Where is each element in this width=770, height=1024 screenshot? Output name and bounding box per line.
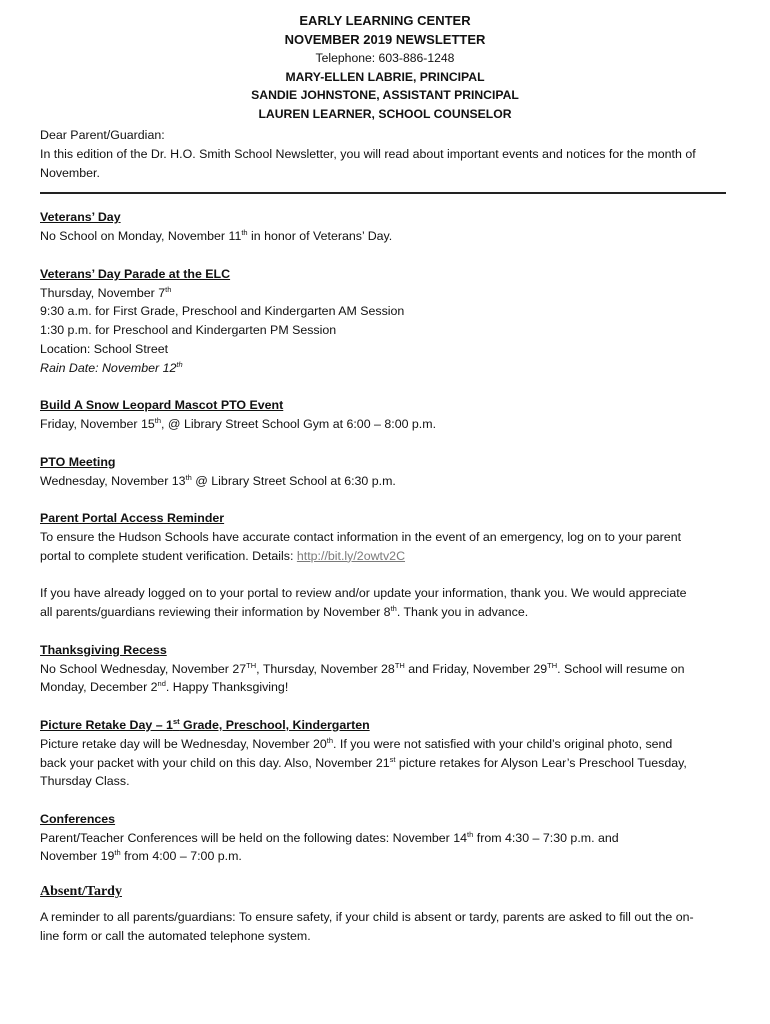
retake-section xyxy=(40,716,730,791)
section-heading: Picture Retake Day – 1st Grade, Preschool, Kindergarten xyxy=(40,716,370,732)
parade-location: Location: School Street xyxy=(40,341,169,356)
newsletter-header xyxy=(40,12,730,123)
newsletter-title: NOVEMBER 2019 NEWSLETTER xyxy=(284,31,486,47)
snow-leopard-text: Friday, November 15th, @ Library Street School Gym at 6:00 – 8:00 p.m. xyxy=(40,416,437,432)
intro-body-end: November. xyxy=(40,165,100,180)
absent-section xyxy=(40,882,730,946)
principal: MARY-ELLEN LABRIE, PRINCIPAL xyxy=(285,69,485,84)
retake-line-3: Thursday Class. xyxy=(40,774,130,789)
section-heading: Veterans’ Day Parade at the ELC xyxy=(40,266,231,281)
retake-line-2: back your packet with your child on this day. Also, November 21st picture retakes for Alyson Lear’s Preschool Tuesday, xyxy=(40,754,687,770)
section-heading: Thanksgiving Recess xyxy=(40,642,167,657)
portal-line-1: To ensure the Hudson Schools have accurate contact information in the event of an emergency, log on to your parent xyxy=(40,529,682,544)
absent-line-1: A reminder to all parents/guardians: To ensure safety, if your child is absent or tardy, parents are asked to fill out the on- xyxy=(40,910,694,925)
portal-details-link[interactable]: http://bit.ly/2owtv2C xyxy=(296,548,406,563)
parade-section xyxy=(40,265,730,378)
telephone: Telephone: 603-886-1248 xyxy=(315,51,455,65)
section-heading: PTO Meeting xyxy=(40,454,116,469)
thanksgiving-line-2: Monday, December 2nd. Happy Thanksgiving! xyxy=(40,679,289,695)
section-heading: Absent/Tardy xyxy=(40,884,122,900)
thanksgiving-line-1: No School Wednesday, November 27TH, Thursday, November 28TH and Friday, November 29TH. School will resume on xyxy=(40,660,685,676)
veterans-day-text: No School on Monday, November 11th in honor of Veterans’ Day. xyxy=(40,228,393,244)
assistant-principal: SANDIE JOHNSTONE, ASSISTANT PRINCIPAL xyxy=(251,88,519,102)
intro-section xyxy=(40,126,730,182)
portal-para2-line-1: If you have already logged on to your portal to review and/or update your information, thank you. We would appreciate xyxy=(40,586,687,601)
portal-section xyxy=(40,509,730,622)
parade-date: Thursday, November 7th xyxy=(40,284,172,300)
parade-rain-date: Rain Date: November 12th xyxy=(40,359,183,375)
section-divider xyxy=(40,192,726,194)
portal-para2-line-2: all parents/guardians reviewing their information by November 8th. Thank you in advance. xyxy=(40,604,529,620)
portal-line-2: portal to complete student verification. Details: http://bit.ly/2owtv2C xyxy=(40,548,406,563)
retake-line-1: Picture retake day will be Wednesday, November 20th. If you were not satisfied with your child’s original photo, send xyxy=(40,735,673,751)
conferences-line-1: Parent/Teacher Conferences will be held on the following dates: November 14th from 4:30 – 7:30 p.m. and xyxy=(40,829,619,845)
parade-am-session: 9:30 a.m. for First Grade, Preschool and Kindergarten AM Session xyxy=(40,304,405,319)
absent-line-2: line form or call the automated telephone system. xyxy=(40,929,311,944)
thanksgiving-section xyxy=(40,641,730,697)
snow-leopard-section xyxy=(40,396,730,434)
pto-text: Wednesday, November 13th @ Library Street School at 6:30 p.m. xyxy=(40,472,396,488)
conferences-section xyxy=(40,810,730,866)
section-heading: Conferences xyxy=(40,811,116,826)
section-heading: Build A Snow Leopard Mascot PTO Event xyxy=(40,398,284,413)
veterans-day-section xyxy=(40,208,730,246)
section-heading: Veterans’ Day xyxy=(40,210,121,225)
school-counselor: LAUREN LEARNER, SCHOOL COUNSELOR xyxy=(258,106,512,121)
parade-pm-session: 1:30 p.m. for Preschool and Kindergarten PM Session xyxy=(40,323,337,338)
intro-body: In this edition of the Dr. H.O. Smith School Newsletter, you will read about important events and notices for the month of xyxy=(40,146,696,161)
newsletter-page xyxy=(40,12,730,946)
center-name: EARLY LEARNING CENTER xyxy=(299,13,471,28)
conferences-line-2: November 19th from 4:00 – 7:00 p.m. xyxy=(40,848,242,864)
pto-section xyxy=(40,453,730,491)
section-heading: Parent Portal Access Reminder xyxy=(40,511,225,526)
greeting: Dear Parent/Guardian: xyxy=(40,128,165,142)
